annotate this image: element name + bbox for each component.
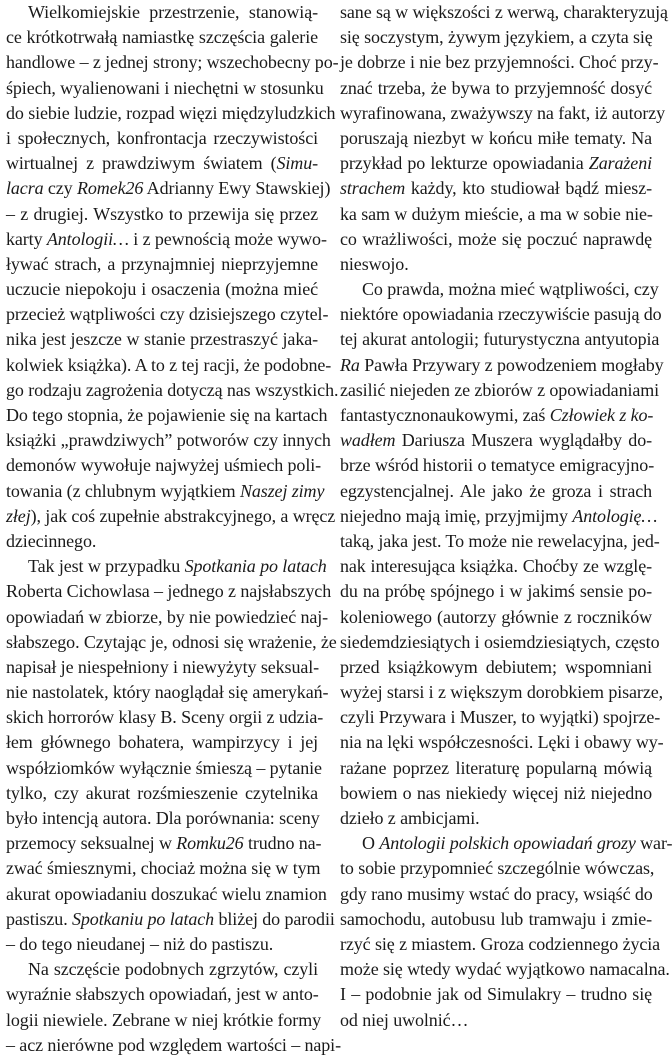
text-line: niektóre opowiadania rzeczywiście pasują do: [340, 304, 662, 325]
text-line: brze wśród historii o tematyce emigracyjno-: [340, 455, 655, 476]
text-line: lacra czy Romek26 Adrianny Ewy Stawskiej): [6, 178, 331, 199]
left-text-column: [6, 0, 341, 1055]
text-line: – acz nierówne pod względem wartości – napi-: [6, 1034, 341, 1055]
text-line: Co prawda, można mieć wątpliwości, czy: [362, 279, 659, 300]
text-line: O Antologii polskich opowiadań grozy war-: [362, 833, 672, 854]
text-line: co wrażliwości, może się poczuć naprawdę: [340, 228, 652, 249]
text-line: go rodzaju zagrożenia dotyczą nas wszystkich.: [6, 379, 339, 400]
text-line: wadłem Dariusza Muszera wyglądałby do-: [340, 430, 652, 451]
text-line: tylko, czy akurat rozśmieszenie czytelnika: [6, 782, 318, 803]
text-line: nieswojo.: [340, 253, 409, 274]
text-line: współziomków wyłącznie śmieszą – pytanie: [6, 757, 322, 778]
right-text-column: [340, 0, 672, 1030]
text-line: się soczystym, żywym językiem, a czyta się: [340, 27, 653, 48]
text-line: napisał je niespełniony i niewyżyty seksual-: [6, 656, 320, 677]
text-line: znać trzeba, że bywa to przyjemność dosyć: [340, 77, 652, 98]
text-line: samochodu, autobusu lub tramwaju i zmie-: [340, 908, 652, 929]
text-line: dziecinnego.: [6, 530, 97, 551]
text-line: taką, jaka jest. To może nie rewelacyjna, jed-: [340, 530, 660, 551]
text-line: egzystencjalnej. Ale jako że groza i strach: [340, 480, 652, 501]
text-line: Ra Pawła Przywary z powodzeniem mogłaby: [340, 354, 664, 375]
text-line: akurat opowiadaniu doszukać wielu znamion: [6, 883, 327, 904]
text-line: łem głównego bohatera, wampirzycy i jej: [6, 732, 318, 753]
text-line: logii niewiele. Zebrane w niej krótkie formy: [6, 1009, 321, 1030]
text-line: przykład po lekturze opowiadania Zarażeni: [340, 153, 652, 174]
text-line: może się wtedy wydać wyjątkowo namacalna.: [340, 959, 670, 980]
text-line: Wielkomiejskie przestrzenie, stanowią-: [28, 2, 318, 22]
text-line: – z drugiej. Wszystko to przewija się przez: [6, 203, 318, 224]
text-line: od niej uwolnić…: [340, 1009, 469, 1030]
text-line: je dobrze i nie bez przyjemności. Choć przy-: [340, 52, 659, 73]
text-line: wyżej starsi i z większym dorobkiem pisarze,: [340, 682, 664, 703]
text-line: tej akurat antologii; futurystyczna antyutopia: [340, 329, 660, 350]
text-line: siedemdziesiątych i osiemdziesiątych, często: [340, 631, 660, 652]
text-line: demonów wywołuje najwyżej uśmiech poli-: [6, 455, 322, 476]
text-line: – do tego nieudanej – niż do pastiszu.: [6, 933, 274, 954]
text-line: czyli Przywara i Muszer, to wyjątki) spojrze-: [340, 707, 661, 728]
text-line: zasilić niejeden ze zbiorów z opowiadaniami: [340, 379, 660, 400]
text-line: I – podobnie jak od Simulakry – trudno się: [340, 984, 652, 1005]
text-line: zwać śmiesznymi, chociaż można się w tym: [6, 858, 321, 879]
text-line: nak interesująca książka. Choćby ze wzglę-: [340, 556, 652, 577]
text-line: to sobie przypomnieć szczególnie wówczas,: [340, 858, 655, 879]
text-line: sane są w większości z werwą, charakteryzują: [340, 2, 668, 22]
text-line: rażane poprzez literaturę popularną mówią: [340, 757, 652, 778]
text-line: nika jest jeszcze w stanie przestraszyć jaka-: [6, 329, 318, 350]
text-line: wirtualnej z prawdziwym światem (Simu-: [6, 153, 318, 174]
text-line: skich horrorów klasy B. Sceny orgii z udzia-: [6, 707, 324, 728]
text-line: przed książkowym debiutem; wspomniani: [340, 656, 652, 677]
text-line: opowiadań w zbiorze, by nie powiedzieć naj-: [6, 606, 329, 627]
text-line: książki „prawdziwych” potworów czy innych: [6, 430, 331, 451]
text-line: fantastycznonaukowymi, zaś Człowiek z ko-: [340, 405, 654, 425]
text-line: do siebie ludzie, rozpad więzi międzyludzkich: [6, 102, 336, 123]
text-line: ce krótkotrwałą namiastkę szczęścia galerie: [6, 27, 318, 48]
text-line: strachem każdy, kto studiował bądź miesz-: [340, 178, 652, 199]
text-line: Na szczęście podobnych zgrzytów, czyli: [28, 959, 318, 980]
text-line: niejedno mają imię, przyjmijmy Antologię…: [340, 505, 658, 526]
text-line: wyrafinowana, zważywszy na fakt, iż autorzy: [340, 102, 666, 123]
text-line: gdy rano musimy wstać do pracy, wsiąść do: [340, 883, 653, 904]
text-line: ływać strach, a przynajmniej nieprzyjemne: [6, 253, 318, 274]
text-line: nia na lęki współczesności. Lęki i obawy wy-: [340, 732, 664, 753]
text-line: śpiech, wyalienowani i niechętni w stosunku: [6, 77, 324, 98]
text-line: pastiszu. Spotkaniu po latach bliżej do parodii: [6, 908, 335, 929]
text-line: złej), jak coś zupełnie abstrakcyjnego, a wręcz: [6, 505, 336, 526]
text-line: nie nastolatek, który naoglądał się amerykań-: [6, 682, 329, 703]
text-line: ka sam w dużym mieście, a ma w sobie nie-: [340, 203, 653, 224]
text-line: Do tego stopnia, że pojawienie się na kartach: [6, 405, 328, 425]
text-line: karty Antologii… i z pewnością może wywo-: [6, 228, 327, 249]
text-line: towania (z chlubnym wyjątkiem Naszej zimy: [6, 480, 325, 501]
text-line: handlowe – z jednej strony; wszechobecny po-: [6, 52, 339, 73]
text-line: wyraźnie słabszych opowiadań, jest w anto-: [6, 984, 319, 1005]
text-line: bowiem o nas niekiedy więcej niż niejedno: [340, 782, 652, 803]
text-line: koleniowego (autorzy głównie z roczników: [340, 606, 652, 627]
text-line: dzieło z ambicjami.: [340, 808, 480, 828]
text-line: przemocy seksualnej w Romku26 trudno na-: [6, 833, 322, 854]
text-line: du na próbę spójnego i w jakimś sensie po-: [340, 581, 652, 602]
text-line: Roberta Cichowlasa – jednego z najsłabszych: [6, 581, 332, 602]
text-line: Tak jest w przypadku Spotkania po latach: [28, 556, 327, 577]
text-line: przecież wątpliwości czy dzisiejszego czytel-: [6, 304, 329, 325]
text-line: poruszają niezbyt w końcu miłe tematy. Na: [340, 127, 652, 148]
text-line: kolwiek książka). A to z tej racji, że podobne-: [6, 354, 332, 375]
text-line: i społecznych, konfrontacja rzeczywistości: [6, 127, 318, 148]
text-line: uczucie niepokoju i osaczenia (można mieć: [6, 279, 318, 300]
text-line: było intencją autora. Dla porównania: sceny: [6, 808, 320, 828]
text-line: słabszego. Czytając je, odnosi się wrażenie, że: [6, 631, 337, 652]
text-line: rzyć się z miastem. Groza codziennego życia: [340, 933, 661, 954]
